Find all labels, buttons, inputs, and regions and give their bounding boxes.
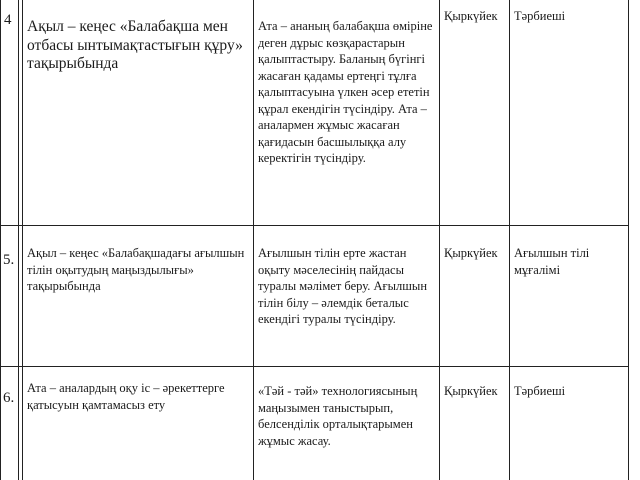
row-content: Ата – ананың балабақша өміріне деген дұрыс көзқарастарын қалыптастыру. Баланың бүгінгі жасаған қадамы ертеңгі тұлға қалыптасуына үлкен әсер ететін құрал екендігін түсіндіру. Ата – аналармен жұмыс жасаған қағидасын басшылыққа алу керектігін түсіндіру.	[258, 19, 433, 165]
column-divider	[18, 0, 19, 480]
column-divider	[253, 0, 254, 480]
row-content: «Тәй - тәй» технологиясының маңызымен таныстырып, белсенділік орталықтарымен жұмыс жасау.	[258, 384, 418, 448]
row-month: Қыркүйек	[444, 246, 498, 260]
row-topic: Ақыл – кеңес «Балабақша мен отбасы ынтымақтастығын құру» тақырыбында	[27, 18, 243, 73]
column-divider	[439, 0, 440, 480]
row-content: Ағылшын тілін ерте жастан оқыту мәселесінің пайдасы туралы мәлімет беру. Ағылшын тілін білу – әлемдік беталыс екендігі туралы түсіндіру.	[258, 246, 428, 326]
row-divider	[0, 366, 629, 367]
row-month: Қыркүйек	[444, 384, 498, 398]
row-number: 6.	[3, 390, 15, 406]
row-responsible: Ағылшын тілі мұғалімі	[514, 246, 590, 277]
row-topic: Ата – аналардың оқу іс – әрекеттерге қатысуын қамтамасыз ету	[27, 381, 225, 412]
table-border-right	[628, 0, 629, 480]
row-topic: Ақыл – кеңес «Балабақшадағы ағылшын тілін оқытудың маңыздылығы» тақырыбында	[27, 246, 245, 293]
row-month: Қыркүйек	[444, 9, 498, 23]
row-number: 5.	[3, 252, 15, 268]
row-responsible: Тәрбиеші	[514, 384, 566, 398]
row-number: 4	[4, 12, 12, 28]
row-responsible: Тәрбиеші	[514, 9, 566, 23]
table-border-left	[0, 0, 1, 480]
column-divider	[509, 0, 510, 480]
row-divider	[0, 225, 629, 226]
column-divider	[22, 0, 23, 480]
